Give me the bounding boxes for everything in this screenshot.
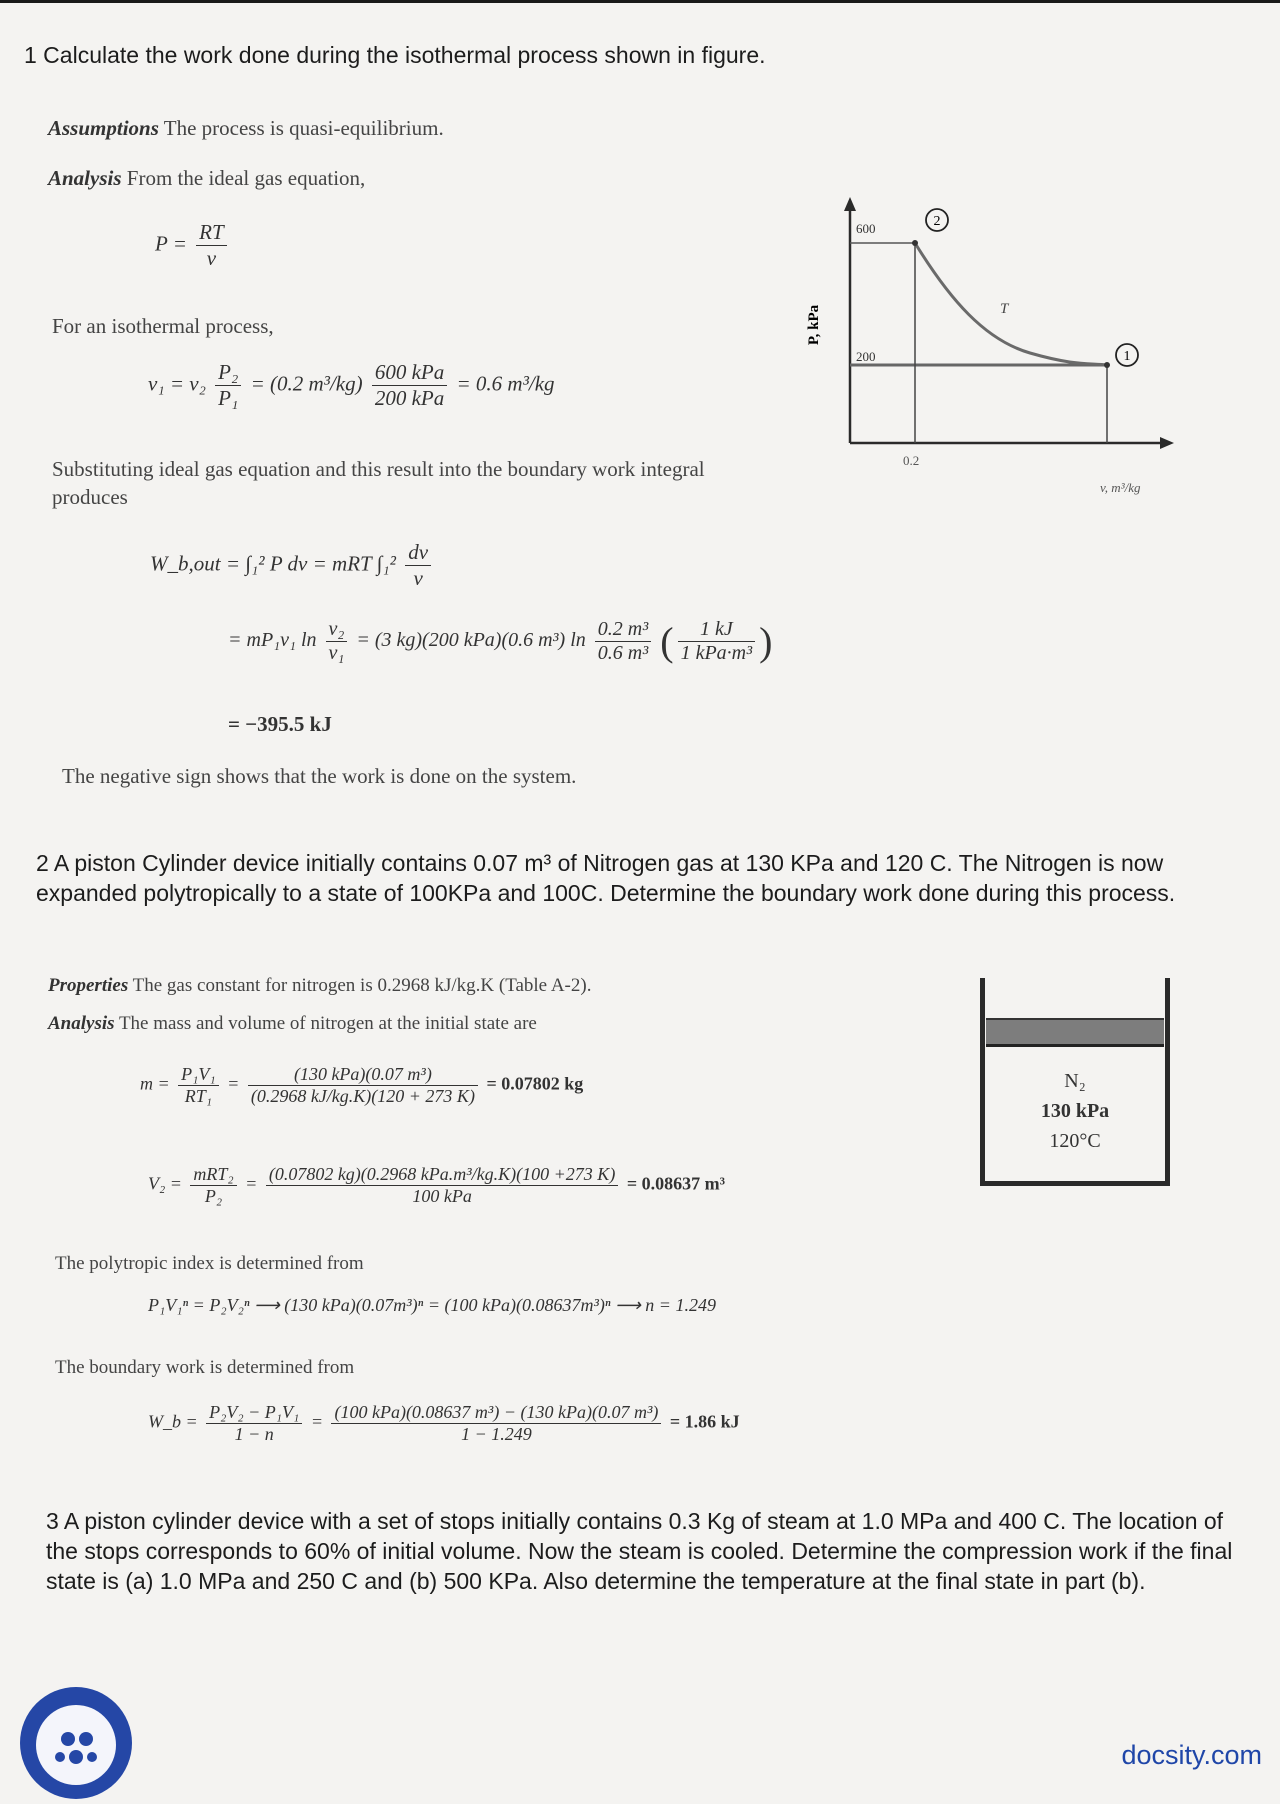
analysis-text: From the ideal gas equation,: [126, 166, 366, 190]
q1-result: = −395.5 kJ: [228, 712, 332, 736]
x-axis-arrow: [1160, 437, 1174, 449]
properties-label: Properties: [48, 975, 129, 996]
gas-temperature: 120°C: [1049, 1130, 1101, 1152]
q1-assumptions: [48, 114, 444, 142]
substituting-text: Substituting ideal gas equation and this result into the boundary work integral produces: [52, 457, 705, 509]
assumptions-label: Assumptions: [48, 116, 159, 140]
piston-cylinder: [980, 978, 1170, 1186]
question-3-title: 3 A piston cylinder device with a set of stops initially contains 0.3 Kg of steam at 1.0 MPa and 400 C. The location of the stops corresponds to 60% of initial volume. Now the steam is cooled. Determine the compression work if the final state is (a) 1.0 MPa and 250 C and (b) 500 KPa. Also determine the temperature at the final state in part (b).: [46, 1508, 1233, 1594]
eq-volume: V₂ = $\frac{\text{mRT₂}}{\text{P₂}}$ = $\frac{\text{(0.07802 kg)(0.2968 kPa.m³/kg.K)(100 +273 K)}}{\text{100 kPa}}$ = 0.08637 m³: [148, 1164, 725, 1206]
assumptions-text: The process is quasi-equilibrium.: [163, 116, 444, 140]
q2-analysis-label: Analysis: [48, 1013, 115, 1034]
isotherm-curve: [915, 243, 1107, 365]
logo-icon: [20, 1687, 132, 1799]
piston: [986, 1018, 1164, 1047]
question-2-title: 2 A piston Cylinder device initially contains 0.07 m³ of Nitrogen gas at 130 KPa and 120 C. The Nitrogen is now expanded polytropically to a state of 100KPa and 100C. Determine the boundary work done during this process.: [36, 850, 1176, 906]
gas-pressure: 130 kPa: [1040, 1100, 1110, 1122]
eq-mass: m = $\frac{\text{P₁V₁}}{\text{RT₁}}$ = $\frac{\text{(130 kPa)(0.07 m³)}}{(0.2968 kJ/kg.K)(120 + 273 K)}$ = 0.07802 kg: [140, 1064, 584, 1106]
tick-x: 0.2: [903, 453, 920, 468]
y-axis-label: P, kPa: [806, 304, 822, 346]
eq-boundary-work: W_b = $\frac{\text{P₂V₂ − P₁V₁}}{1 - n}$ = $\frac{\text{(100 kPa)(0.08637 m³) − (130 kPa)(0.07 m³)}}{1 - 1.249}$ = 1.86 kJ: [148, 1402, 740, 1444]
tick-600: 600: [856, 221, 876, 236]
eq-work-evaluated: = mP₁v₁ ln $\frac{\text{v₂}}{\text{v₁}}$ = (3 kg)(200 kPa)(0.6 m³) ln $\frac{\text{0.2 m³}}{\text{0.6 m³}}$ ( $\frac{1 kJ}{\text{1 kPa·m³}}$ ): [228, 618, 773, 664]
state-1-label: 1: [1123, 349, 1131, 364]
question-1-title: 1 Calculate the work done during the isothermal process shown in figure.: [24, 42, 766, 68]
q1-note: The negative sign shows that the work is done on the system.: [62, 764, 577, 788]
eq-ideal-gas: P = $\frac{RT}{v}$: [155, 220, 231, 271]
q1-analysis: [48, 164, 365, 192]
boundary-text: The boundary work is determined from: [55, 1357, 355, 1378]
x-axis-label: v, m³/kg: [1100, 480, 1141, 495]
brand-link[interactable]: docsity.com: [1121, 1740, 1262, 1770]
top-border: [0, 0, 1280, 3]
gas-state: [980, 1066, 1170, 1156]
properties-text: The gas constant for nitrogen is 0.2968 kJ/kg.K (Table A-2).: [132, 975, 592, 996]
polytropic-text: The polytropic index is determined from: [55, 1253, 364, 1274]
state-2-label: 2: [933, 214, 941, 229]
cylinder-bottom: [980, 1181, 1170, 1186]
state-2-point: [912, 240, 918, 246]
curve-label: T: [1000, 301, 1009, 317]
gas-name: N₂: [1064, 1070, 1086, 1092]
q2-properties: [48, 972, 591, 1000]
tick-200: 200: [856, 349, 876, 364]
q2-analysis: [48, 1010, 537, 1038]
y-axis-arrow: [844, 197, 856, 211]
analysis-label: Analysis: [48, 166, 122, 190]
pv-diagram: [800, 195, 1190, 500]
q2-analysis-text: The mass and volume of nitrogen at the initial state are: [118, 1013, 537, 1034]
eq-work-integral: W_b,out = ∫₁² P dv = mRT ∫₁² $\frac{dv}{v}$: [150, 540, 435, 591]
state-1-point: [1104, 362, 1110, 368]
eq-polytropic-index: P₁V₁ⁿ = P₂V₂ⁿ ⟶ (130 kPa)(0.07m³)ⁿ = (100 kPa)(0.08637m³)ⁿ ⟶ n = 1.249: [148, 1295, 716, 1315]
eq-v1: v₁ = v₂ $\frac{\text{P₂}}{\text{P₁}}$ = (0.2 m³/kg) $\frac{\text{600 kPa}}{\text{200 kPa}}$ = 0.6 m³/kg: [148, 360, 555, 410]
isothermal-text: For an isothermal process,: [52, 314, 274, 338]
docsity-logo[interactable]: [20, 1687, 132, 1799]
